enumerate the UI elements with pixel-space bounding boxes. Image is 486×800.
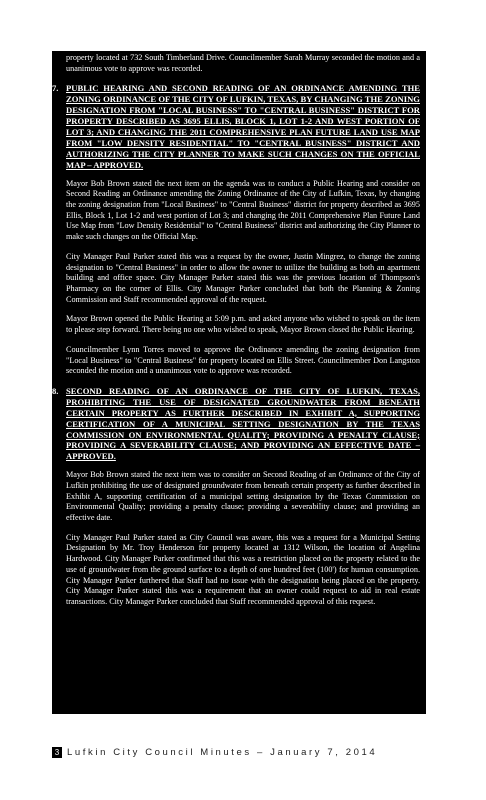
page-footer — [52, 747, 377, 758]
agenda-item-8 — [52, 385, 420, 462]
item-8-paragraph-2: City Manager Paul Parker stated as City Council was aware, this was a request for a Municipal Setting Designation by Mr. Troy Henderson for property located at 1312 Wilson, the location of Angelina Hardwood. City Manager Parker confirmed that this was a restriction placed on the property related to the use of groundwater from the ground surface to a depth of one hundred feet (100') for human consumption. City Manager Parker furthered that Staff had no issue with the designation being placed on the property. City Manager Parker stated this was a requirement that an owner could request to aid in real estate transactions. City Manager Parker concluded that Staff recommended approval of this request. — [66, 532, 420, 606]
minutes-content — [52, 51, 420, 608]
agenda-item-7 — [52, 83, 420, 170]
page-number: 3 — [52, 747, 62, 758]
item-title: SECOND READING OF AN ORDINANCE OF THE CITY OF LUFKIN, TEXAS, PROHIBITING THE USE OF DESIGNATED GROUNDWATER FROM BENEATH CERTAIN PROPERTY AS FURTHER DESCRIBED IN EXHIBIT A, SUPPORTING CERTIFICATION OF A MUNICIPAL SETTING DESIGNATION BY THE TEXAS COMMISSION ON ENVIRONMENTAL QUALITY; PROVIDING A PENALTY CLAUSE; PROVIDING A SEVERABILITY CLAUSE; AND PROVIDING AN EFFECTIVE DATE – APPROVED. — [66, 385, 420, 462]
item-number: 7. — [52, 83, 59, 94]
item-title: PUBLIC HEARING AND SECOND READING OF AN ORDINANCE AMENDING THE ZONING ORDINANCE OF THE CITY OF LUFKIN, TEXAS, BY CHANGING THE ZONING DESIGNATION FROM "LOCAL BUSINESS" TO "CENTRAL BUSINESS" DISTRICT FOR PROPERTY DESCRIBED AS 3695 ELLIS, BLOCK 1, LOT 1-2 AND WEST PORTION OF LOT 3; AND CHANGING THE 2011 COMPREHENSIVE PLAN FUTURE LAND USE MAP FROM "LOW DENSITY RESIDENTIAL" TO "CENTRAL BUSINESS" DISTRICT AND AUTHORIZING THE CITY PLANNER TO MAKE SUCH CHANGES ON THE OFFICIAL MAP – APPROVED. — [66, 83, 420, 170]
item-7-paragraph-2: City Manager Paul Parker stated this was a request by the owner, Justin Mingrez, to change the zoning designation to "Central Business" in order to allow the owner to utilize the building as both an apartment building and office space. City Manager Parker stated this was the previous location of Thompson's Pharmacy on the corner of Ellis. City Manager Parker concluded that both the Planning & Zoning Commission and Staff recommended approval of the request. — [66, 251, 420, 304]
footer-title: Lufkin City Council Minutes – January 7, 2014 — [67, 747, 378, 758]
item-7-paragraph-1: Mayor Bob Brown stated the next item on the agenda was to conduct a Public Hearing and consider on Second Reading an Ordinance amending the Zoning Ordinance of the City of Lufkin, Texas, by changing the zoning designation from "Local Business" to "Central Business" district for property described as 3695 Ellis, Block 1, Lot 1-2 and west portion of Lot 3; and changing the 2011 Comprehensive Plan Future Land Use Map from "Low Density Residential" to "Central Business" district and authorizing the City Planner to make such changes on the Official Map. — [66, 178, 420, 242]
item-7-paragraph-4: Councilmember Lynn Torres moved to approve the Ordinance amending the zoning designation from "Local Business" to "Central Business" for property located on Ellis Street. Councilmember Don Langston seconded the motion and a unanimous vote to approve was recorded. — [66, 344, 420, 376]
intro-paragraph: property located at 732 South Timberland Drive. Councilmember Sarah Murray seconded the motion and a unanimous vote to approve was recorded. — [66, 53, 420, 73]
minutes-page — [52, 51, 426, 714]
item-number: 8. — [52, 385, 59, 396]
item-7-paragraph-3: Mayor Brown opened the Public Hearing at 5:09 p.m. and asked anyone who wished to speak on the item to please step forward. There being no one who wished to speak, Mayor Brown closed the Public Hearing. — [66, 314, 420, 335]
item-8-paragraph-1: Mayor Bob Brown stated the next item was to consider on Second Reading of an Ordinance of the City of Lufkin prohibiting the use of designated groundwater from beneath certain property as further described in Exhibit A, supporting certification of a municipal setting designation by the Texas Commission on Environmental Quality; providing a penalty clause; providing a severability clause; and providing an effective date. — [66, 470, 420, 523]
